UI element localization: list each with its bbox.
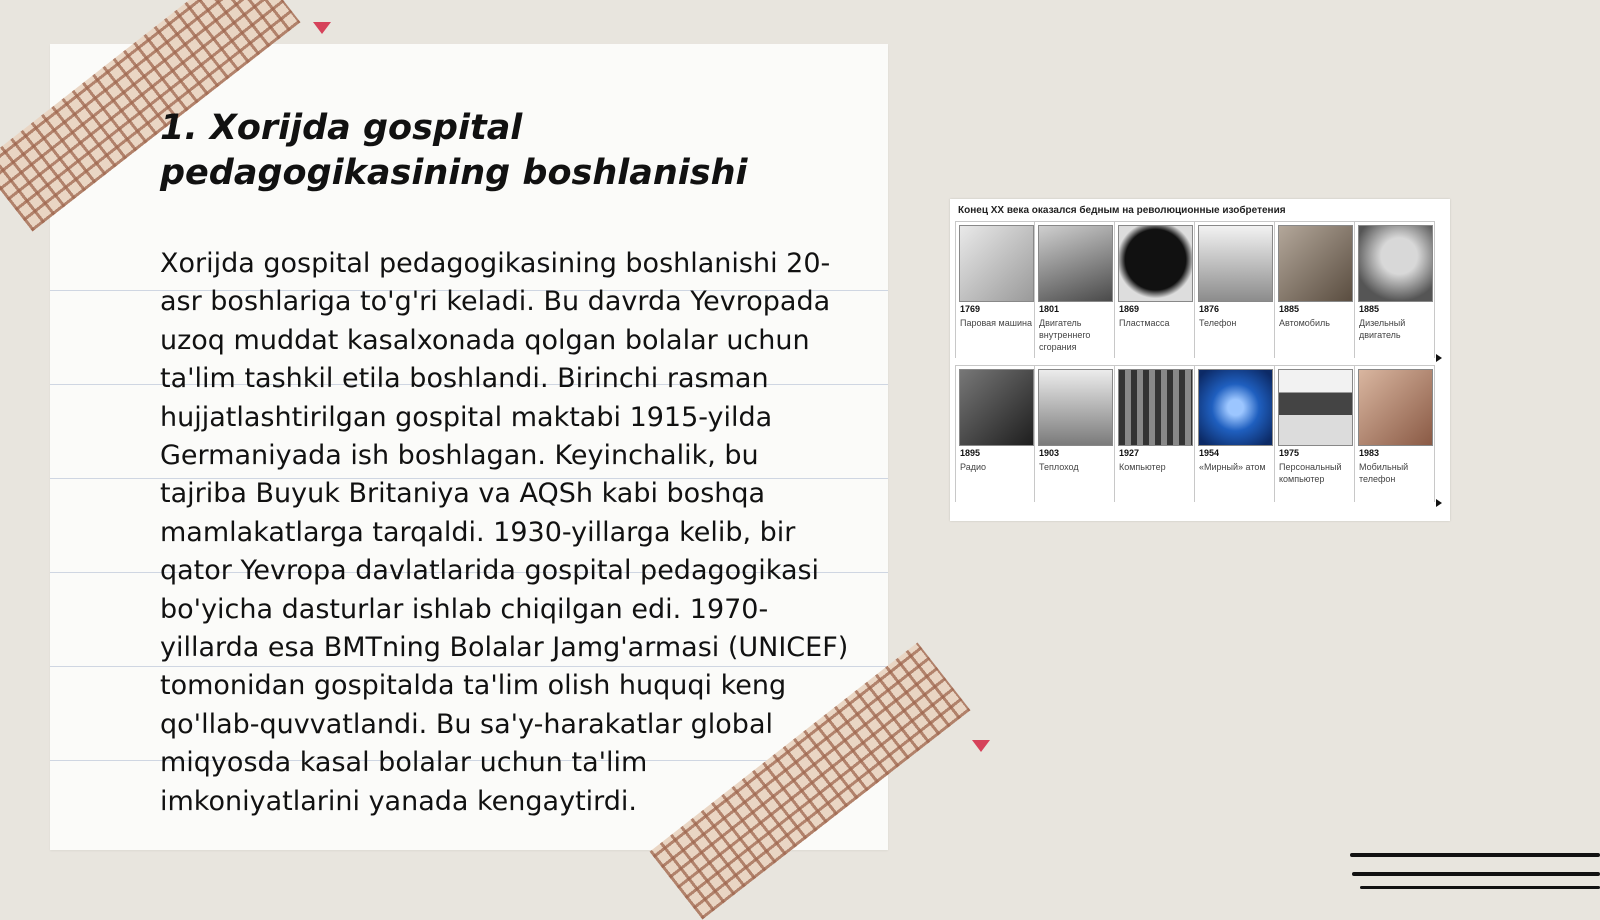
- timeline-arrow-icon: [1436, 499, 1442, 507]
- diesel-engine-photo: [1358, 225, 1433, 302]
- invention-cell: [1035, 365, 1115, 502]
- invention-cell: [955, 365, 1035, 502]
- mobile-phone-photo: [1358, 369, 1433, 446]
- decorative-stroke: [1350, 853, 1600, 857]
- pin-icon: [972, 740, 990, 752]
- invention-label: Теплоход: [1039, 462, 1079, 472]
- slide-title: 1. Xorijda gospital pedagogikasining boshlanishi: [160, 108, 748, 193]
- invention-year: 1903: [1039, 448, 1060, 458]
- invention-year: 1983: [1359, 448, 1380, 458]
- invention-cell: [1275, 221, 1355, 358]
- invention-label: Мобильный телефон: [1359, 462, 1409, 484]
- invention-cell: [1275, 365, 1355, 502]
- decorative-stroke: [1352, 872, 1600, 876]
- invention-cell: [1355, 365, 1435, 502]
- invention-cell: [1195, 221, 1275, 358]
- motor-ship-photo: [1038, 369, 1113, 446]
- automobile-photo: [1278, 225, 1353, 302]
- invention-label: Пластмасса: [1119, 318, 1170, 328]
- invention-label: Телефон: [1199, 318, 1237, 328]
- invention-year: 1869: [1119, 304, 1140, 314]
- plastic-photo: [1118, 225, 1193, 302]
- slide-body-text: Xorijda gospital pedagogikasining boshlanishi 20-asr boshlariga to'g'ri keladi. Bu davrda Yevropada uzoq muddat kasalxonada qolgan bolalar uchun ta'lim tashkil etila boshlandi. Birinchi rasman hujjatlashtirilgan gospital maktabi 1915-yilda Germaniyada ish boshlagan. Keyinchalik, bu tajriba Buyuk Britaniya va AQSh kabi boshqa mamlakatlarga tarqaldi. 1930-yillarga kelib, bir qator Yevropa davlatlarida gospital pedagogikasi bo'yicha dasturlar ishlab chiqilgan edi. 1970-yillarda esa BMTning Bolalar Jamg'armasi (UNICEF) tomonidan gospitalda ta'lim olish huquqi keng qo'llab-quvvatlandi. Bu sa'y-harakatlar global miqyosda kasal bolalar uchun ta'lim imkoniyatlarini yanada kengaytirdi.: [160, 248, 849, 817]
- figure-title: Конец XX века оказался бедным на революционные изобретения: [958, 205, 1286, 216]
- invention-year: 1801: [1039, 304, 1060, 314]
- invention-cell: [1115, 221, 1195, 358]
- combustion-engine-photo: [1038, 225, 1113, 302]
- invention-label: Двигатель внутреннего сгорания: [1039, 318, 1091, 352]
- timeline-row-2: [955, 365, 1435, 502]
- invention-label: Дизельный двигатель: [1359, 318, 1406, 340]
- invention-year: 1895: [960, 448, 981, 458]
- invention-year: 1927: [1119, 448, 1140, 458]
- steam-engine-photo: [959, 225, 1034, 302]
- invention-year: 1885: [1279, 304, 1300, 314]
- atom-photo: [1198, 369, 1273, 446]
- telephone-photo: [1198, 225, 1273, 302]
- invention-year: 1885: [1359, 304, 1380, 314]
- invention-cell: [1355, 221, 1435, 358]
- invention-label: Паровая машина: [960, 318, 1032, 328]
- invention-label: Автомобиль: [1279, 318, 1330, 328]
- invention-label: Персональный компьютер: [1279, 462, 1342, 484]
- pin-icon: [313, 22, 331, 34]
- personal-computer-photo: [1278, 369, 1353, 446]
- invention-cell: [1035, 221, 1115, 358]
- invention-cell: [1195, 365, 1275, 502]
- invention-cell: [955, 221, 1035, 358]
- timeline-row-1: [955, 221, 1435, 358]
- invention-label: Радио: [960, 462, 986, 472]
- decorative-stroke: [1360, 886, 1600, 889]
- radio-photo: [959, 369, 1034, 446]
- invention-year: 1975: [1279, 448, 1300, 458]
- invention-cell: [1115, 365, 1195, 502]
- timeline-arrow-icon: [1436, 354, 1442, 362]
- invention-year: 1876: [1199, 304, 1220, 314]
- invention-year: 1954: [1199, 448, 1220, 458]
- invention-label: Компьютер: [1119, 462, 1166, 472]
- computer-photo: [1118, 369, 1193, 446]
- invention-year: 1769: [960, 304, 981, 314]
- inventions-timeline-image: [950, 199, 1450, 521]
- invention-label: «Мирный» атом: [1199, 462, 1266, 472]
